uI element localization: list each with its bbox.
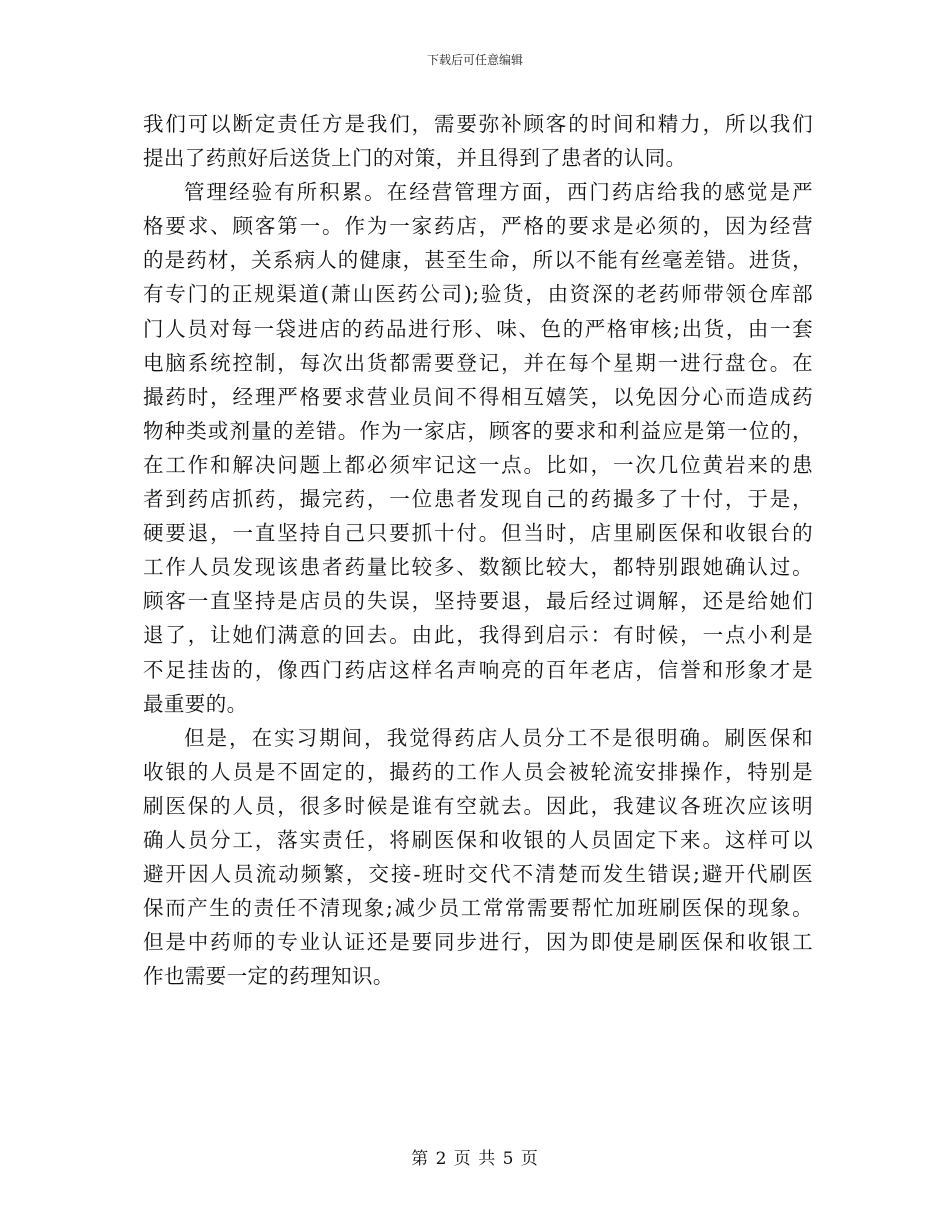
text-line: 撮药时，经理严格要求营业员间不得相互嬉笑，以免因分心而造成药 (143, 384, 813, 409)
text-line: 退了，让她们满意的回去。由此，我得到启示：有时候，一点小利是 (143, 623, 813, 648)
text-line: 电脑系统控制，每次出货都需要登记，并在每个星期一进行盘仓。在 (143, 350, 813, 375)
text-line: 者到药店抓药，撮完药，一位患者发现自己的药撮多了十付，于是， (143, 487, 813, 512)
text-line: 工作人员发现该患者药量比较多、数额比较大，都特别跟她确认过。 (143, 555, 813, 580)
page-number-footer: 第 2 页 共 5 页 (411, 1149, 539, 1169)
text-line: 硬要退，一直坚持自己只要抓十付。但当时，店里刷医保和收银台的 (143, 521, 813, 546)
paragraph-first-line: 管理经验有所积累。在经营管理方面，西门药店给我的感觉是严 (184, 180, 813, 205)
text-line: 不足挂齿的，像西门药店这样名声响亮的百年老店，信誉和形象才是 (143, 657, 813, 682)
text-line: 的是药材，关系病人的健康，甚至生命，所以不能有丝毫差错。进货， (143, 248, 813, 273)
text-line: 保而产生的责任不清现象;减少员工常常需要帮忙加班刷医保的现象。 (143, 896, 813, 921)
text-line: 但是中药师的专业认证还是要同步进行，因为即使是刷医保和收银工 (143, 930, 813, 955)
text-line: 物种类或剂量的差错。作为一家店，顾客的要求和利益应是第一位的， (143, 418, 813, 443)
text-line: 有专门的正规渠道(萧山医药公司);验货，由资深的老药师带领仓库部 (143, 282, 813, 307)
text-line: 最重要的。 (143, 691, 248, 716)
text-line: 格要求、顾客第一。作为一家药店，严格的要求是必须的，因为经营 (143, 214, 813, 239)
text-line: 我们可以断定责任方是我们，需要弥补顾客的时间和精力，所以我们 (143, 112, 813, 136)
text-line: 收银的人员是不固定的，撮药的工作人员会被轮流安排操作，特别是 (143, 759, 813, 784)
paragraph-first-line: 但是，在实习期间，我觉得药店人员分工不是很明确。刷医保和 (184, 725, 813, 750)
page-header: 下载后可任意编辑 (426, 53, 523, 67)
text-line: 顾客一直坚持是店员的失误，坚持要退，最后经过调解，还是给她们 (143, 589, 813, 614)
text-line: 作也需要一定的药理知识。 (143, 964, 394, 989)
text-line: 确人员分工，落实责任，将刷医保和收银的人员固定下来。这样可以 (143, 827, 813, 852)
text-line: 门人员对每一袋进店的药品进行形、味、色的严格审核;出货，由一套 (143, 316, 813, 341)
text-line: 提出了药煎好后送货上门的对策，并且得到了患者的认同。 (143, 146, 687, 171)
text-line: 在工作和解决问题上都必须牢记这一点。比如，一次几位黄岩来的患 (143, 452, 813, 477)
text-line: 刷医保的人员，很多时候是谁有空就去。因此，我建议各班次应该明 (143, 793, 813, 818)
document-body (143, 107, 813, 993)
text-line: 避开因人员流动频繁，交接-班时交代不清楚而发生错误;避开代刷医 (143, 862, 813, 887)
